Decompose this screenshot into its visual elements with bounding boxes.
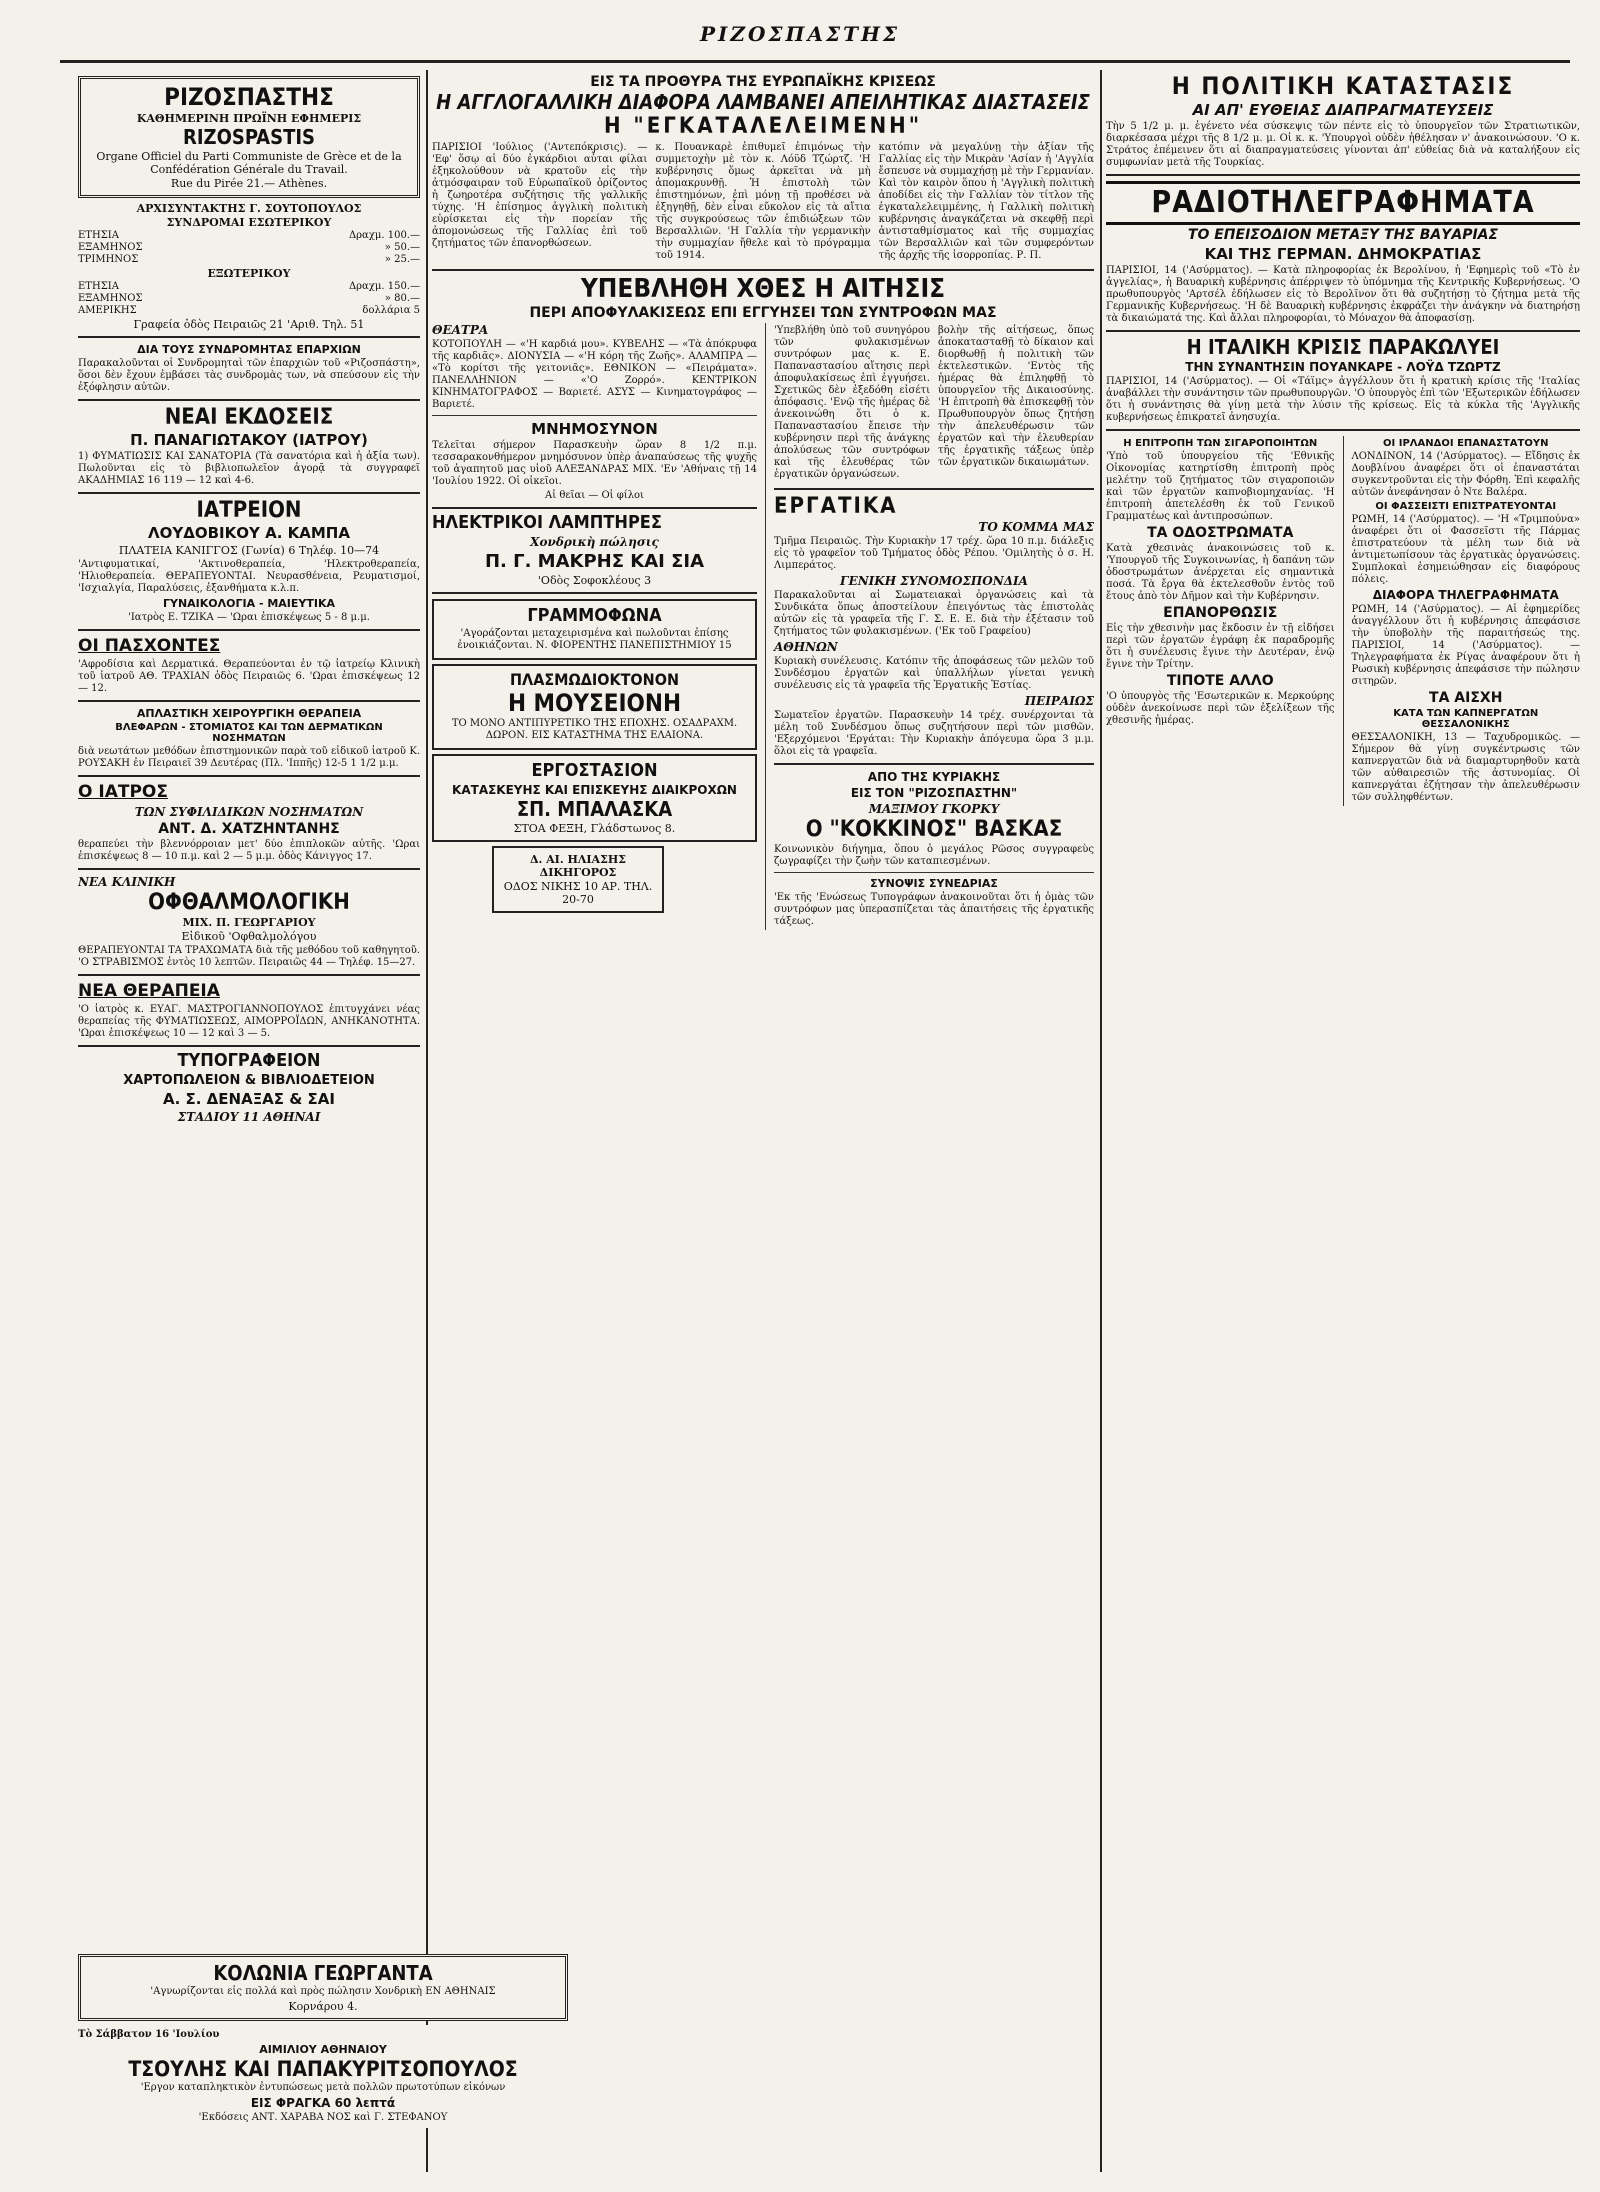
editor-line: ΑΡΧΙΣΥΝΤΑΚΤΗΣ Γ. ΣΟΥΤΟΠΟΥΛΟΣ <box>136 202 362 216</box>
lawyer-stamp <box>492 846 664 913</box>
corrections-text: Εἰς τὴν χθεσινὴν μας ἔκδοσιν ἐν τῇ εἰδήσει περὶ τῶν ἐργατῶν ἐγράφη ἐκ παραδρομῆς ὅτι ἡ συνέλευσις ἔγινε τὴν Δευτέραν, ἐνῷ ἔγινε τὴν Τρίτην. <box>1106 622 1335 670</box>
surgery-sub: ΒΛΕΦΑΡΩΝ - ΣΤΟΜΙΑΤΟΣ ΚΑΙ ΤΩΝ ΔΕΡΜΑΤΙΚΩΝ ΝΟΣΗΜΑΤΩΝ <box>115 722 383 745</box>
disgrace-text: ΘΕΣΣΑΛΟΝΙΚΗ, 13 — Ταχυδρομικῶς. — Σήμερον θὰ γίνῃ συγκέντρωσις τῶν καπνεργατῶν διὰ νὰ διαμαρτυρηθοῦν κατὰ τῶν αὐθαιρεσιῶν τῆς ἀστυνομίας. Οἱ καπνεργάται ἐζήτησαν τὴν ἀπελευθέρωσιν τῶν συλληφθέντων. <box>1351 731 1580 803</box>
sub-value: » 80.— <box>384 293 420 305</box>
petition-title: ΥΠΕΒΛΗΘΗ ΧΘΕΣ Η ΑΙΤΗΣΙΣ <box>580 274 946 305</box>
lawyer-name: Δ. ΑΙ. ΗΛΙΑΣΗΣ ΔΙΚΗΓΟΡΟΣ <box>529 853 627 880</box>
sub-label: ΕΞΑΜΗΝΟΣ <box>78 242 143 254</box>
piraeus-title: ΠΕΙΡΑΙΩΣ <box>1024 694 1094 709</box>
lamps-title: ΗΛΕΚΤΡΙΚΟΙ ΛΑΜΠΤΗΡΕΣ <box>432 512 662 534</box>
ophthalmology-text: ΘΕΡΑΠΕΥΟΝΤΑΙ ΤΑ ΤΡΑΧΩΜΑΤΑ διὰ τῆς μεθόδου τοῦ καθηγητοῦ. 'Ο ΣΤΡΑΒΙΣΜΟΣ ἐντὸς 10 λεπτῶν. Πειραιῶς 44 — Τηλέφ. 15—27. <box>78 945 420 969</box>
roads-title: ΤΑ ΟΔΟΣΤΡΩΜΑΤΑ <box>1147 524 1294 541</box>
memorial-text: Τελεῖται σήμερον Παρασκευὴν ὥραν 8 1/2 π.μ. τεσσαρακονθήμερον μνημόσυνον ὑπὲρ ἀναπαύσεως τῆς ψυχῆς τοῦ ἀγαπητοῦ μας υἱοῦ ΑΛΕΞΑΝΔΡΑΣ ΜΙΧ. 'Εν 'Αθήναις τῇ 14 'Ιουλίου 1922. Οἱ οἰκεῖοι. <box>432 440 757 488</box>
gynecology-text: 'Ιατρὸς Ε. ΤΖΙΚΑ — 'Ωραι ἐπισκέψεως 5 - 8 μ.μ. <box>128 612 370 624</box>
new-editions-text: 1) ΦΥΜΑΤΙΩΣΙΣ ΚΑΙ ΣΑΝΑΤΟΡΙΑ (Τὰ σανατόρια καὶ ἡ ἀξία των). Πωλοῦνται εἰς τὸ βιβλιοπωλεῖον ἀγορᾷ τὰ συγγραφεῖ ΑΚΑΔΗΜΙΑΣ 16 119 — 12 καὶ 4-6. <box>78 451 420 487</box>
pasxontes-title: ΟΙ ΠΑΣΧΟΝΤΕΣ <box>78 636 221 657</box>
bavaria-text: ΠΑΡΙΣΙΟΙ, 14 ('Ασύρματος). — Κατὰ πληροφορίας ἐκ Βερολίνου, ἡ 'Εφημερὶς τοῦ «Τὸ ἐν ἀγγελίας», ἡ Βαυαρικὴ κυβέρνησις ἀπέρριψεν τὸ ὑπόμνημα τῆς Κεντρικῆς Κυβερνήσεως. 'Ο πρωθυπουργὸς 'Αρτσέλ ἐδήλωσεν εἰς τὸ Βερολῖνον ὅτι θὰ συζητήσῃ τὸ ζήτημα μετὰ τῆς Γερμανικῆς Κυβερνήσεως. 'Η δὲ Βαυαρικὴ κυβέρνησις ἐκφράζει τὴν ἀνάγκην νὰ διατηρήσῃ τὰ δικαιώματά της. Καὶ ἄλλαι πληροφορίαι, τὸ Μόναχον θὰ ἀποφασίσῃ. <box>1106 264 1580 324</box>
subscription-row <box>78 242 420 254</box>
book-price: ΕΙΣ ΦΡΑΓΚΑ 60 λεπτά <box>250 2096 396 2111</box>
sub-value: Δραχμ. 100.— <box>348 230 420 242</box>
column-divider-1 <box>426 70 428 2172</box>
lead-story-col: κ. Πουανκαρὲ ἐπιθυμεῖ ἐπιμόνως τὴν συμμετοχὴν μὲ τὸν κ. Λόϋδ Τζώρτζ. 'Η κυβέρνησις ὅμως ἀρκεῖται νὰ μὴ ἀπομακρυνθῇ. Ἡ ἐπιστολὴ τῶν ἐπιστημόνων, ἐπὶ μόνῃ τῇ προθέσει νὰ ἐξηγηθῇ, δὲν εἶναι εὔκολον εἰς τὰ αἴτια τῆς συγκρούσεως τῶν ἐπιδιώξεων τῶν Βερσαλλιῶν. 'Η Γαλλία τὴν γερμανικὴν τὴν συμμαχίαν ἤθελε καὶ τὸ πρόγραμμα τοῦ 1914. <box>655 142 871 262</box>
roads-text: Κατὰ χθεσινὰς ἀνακοινώσεις τοῦ κ. 'Υπουργοῦ τῆς Συγκοινωνίας, ἡ δαπάνη τῶν ὁδοστρωμάτων ἀνέρχεται εἰς σημαντικὰ ποσά. Τὰ ἔργα θὰ ἐκτελεσθοῦν ἐντὸς τοῦ ἔτους ἀπὸ τὸν Δῆμον καὶ τὴν Κυβέρνησιν. <box>1106 542 1335 602</box>
nameplate-latin: RIZOSPASTIS <box>182 125 315 150</box>
italy-sub: ΤΗΝ ΣΥΝΑΝΤΗΣΙΝ ΠΟΥΑΝΚΑΡΕ - ΛΟΫΔ ΤΖΩΡΤΖ <box>1185 359 1501 374</box>
sunday-title: ΑΠΟ ΤΗΣ ΚΥΡΙΑΚΗΣ <box>867 770 1001 785</box>
iatreion-name: ΛΟΥΔΟΒΙΚΟΥ Α. ΚΑΜΠΑ <box>148 524 350 543</box>
committee-title: Η ΕΠΙΤΡΟΠΗ ΤΩΝ ΣΙΓΑΡΟΠΟΙΗΤΩΝ <box>1123 437 1318 449</box>
divider <box>78 700 420 702</box>
factory-address: ΣΤΟΑ ΦΕΞΗ, Γλάδστωνος 8. <box>513 822 676 836</box>
iatreion-title: ΙΑΤΡΕΙΟΝ <box>196 498 302 524</box>
petition-col: βολὴν τῆς αἰτήσεως, ὅπως ἀποκατασταθῇ τὸ δίκαιον καὶ διορθωθῇ ἡ πολιτικὴ τῶν ἐκτελεστικῶν. 'Εντὸς τῆς ἡμέρας θὰ ἐπιληφθῇ τὸ ὑπουργεῖον τῆς Δικαιοσύνης. 'Η ἐπιτροπὴ θὰ ἐπισκεφθῇ τὸν Πρωθυπουργὸν ὅπως ζητήσῃ τὴν ἀπελευθέρωσιν τῶν ἐργατῶν καὶ τὴν ἐλευθερίαν τῆς ἐργατικῆς τάξεως ὑπὲρ τῶν ἐργατικῶν δικαιωμάτων. <box>938 325 1094 469</box>
divider <box>78 492 420 494</box>
lamps-name: Π. Γ. ΜΑΚΡΗΣ ΚΑΙ ΣΙΑ <box>484 551 705 573</box>
subscriptions-table <box>78 230 420 266</box>
nameplate-box <box>78 76 420 198</box>
sub-label: ΕΤΗΣΙΑ <box>78 230 119 242</box>
divider <box>78 868 420 870</box>
lead-kicker: ΕΙΣ ΤΑ ΠΡΟΘΥΡΑ ΤΗΣ ΕΥΡΩΠΑΪΚΗΣ ΚΡΙΣΕΩΣ <box>590 74 936 90</box>
middle-lower <box>432 323 1094 929</box>
new-editions-sub: Π. ΠΑΝΑΓΙΩΤΑΚΟΥ (ΙΑΤΡΟΥ) <box>130 431 368 450</box>
ophthalmology-title: ΟΦΘΑΛΜΟΛΟΓΙΚΗ <box>148 890 350 916</box>
bottom-ads <box>78 1950 568 2128</box>
divider <box>432 415 757 416</box>
iatros-name: ΑΝΤ. Δ. ΧΑΤΖΗΝΤΑΝΗΣ <box>158 821 340 838</box>
nameplate-title: ΡΙΖΟΣΠΑΣΤΗΣ <box>164 83 334 111</box>
subscriptions-ext-table <box>78 281 420 317</box>
subscription-row <box>78 305 420 317</box>
middle-left-stack <box>432 323 757 929</box>
typography-name: Α. Σ. ΔΕΝΑΞΑΣ & ΣΑΙ <box>162 1090 335 1109</box>
notice-title: ΔΙΑ ΤΟΥΣ ΣΥΝΔΡΟΜΗΤΑΣ ΕΠΑΡΧΙΩΝ <box>137 343 361 357</box>
nothing-else-text: 'Ο ὑπουργὸς τῆς 'Εσωτερικῶν κ. Μερκούρης οὐδὲν ἀνεκοίνωσε περὶ τῶν ἐξελίξεων τῆς χθεσινῆς ἡμέρας. <box>1106 690 1335 726</box>
office-info: Γραφεία ὁδὸς Πειραιῶς 21 'Αριθ. Τηλ. 51 <box>133 318 365 332</box>
lead-subhead: Η "ΕΓΚΑΤΑΛΕΛΕΙΜΕΝΗ" <box>603 114 923 139</box>
therapy-text: 'Ο ἰατρὸς κ. ΕΥΑΓ. ΜΑΣΤΡΟΓΙΑΝΝΟΠΟΥΛΟΣ ἐπιτυγχάνει νέας θεραπείας τῆς ΦΥΜΑΤΙΩΣΕΩΣ, ΑΙΜΟΡΡΟΪΔΩΝ, ΑΝΗΚΑΝΟΤΗΤΑ. 'Ωραι ἐπισκέψεως 10 — 12 καὶ 3 — 5. <box>78 1004 420 1040</box>
iatros-title: Ο ΙΑΤΡΟΣ <box>78 782 168 803</box>
cologne-title: ΚΟΛΩΝΙΑ ΓΕΩΡΓΑΝΤΑ <box>213 1961 433 1985</box>
notice-text: Παρακαλοῦνται οἱ Συνδρομηταὶ τῶν ἐπαρχιῶν τοῦ «Ριζοσπάστη», ὅσοι δὲν ἔχουν ἐμβάσει τὰς συνδρομὰς των, νὰ σπεύσουν εἰς τὴν ἐξόφλησιν αὐτῶν. <box>78 358 420 394</box>
gramophone-ad <box>432 599 757 660</box>
politics-title: Η ΠΟΛΙΤΙΚΗ ΚΑΤΑΣΤΑΣΙΣ <box>1171 72 1515 100</box>
theatre-title: ΘΕΑΤΡΑ <box>432 323 489 338</box>
petition-body <box>774 323 1094 483</box>
sub-value: Δραχμ. 150.— <box>348 281 420 293</box>
subscriptions-title: ΣΥΝΔΡΟΜΑΙ ΕΣΩΤΕΡΙΚΟΥ <box>166 216 332 230</box>
book-date: Τὸ Σάββατον 16 'Ιουλίου <box>78 2029 220 2040</box>
gramophone-text: 'Αγοράζονται μεταχειρισμένα καὶ πωλοῦνται ἐπίσης ἐνοικιάζονται. Ν. ΦΙΟΡΕΝΤΗΣ ΠΑΝΕΠΙΣΤΗΜΙΟΥ 15 <box>457 628 732 652</box>
lead-headline: Η ΑΓΓΛΟΓΑΛΛΙΚΗ ΔΙΑΦΟΡΑ ΛΑΜΒΑΝΕΙ ΑΠΕΙΛΗΤΙΚΑΣ ΔΙΑΣΤΑΣΕΙΣ <box>436 90 1090 114</box>
telegrams-title: ΔΙΑΦΟΡΑ ΤΗΛΕΓΡΑΦΗΜΑΤΑ <box>1372 587 1559 602</box>
theatre-text: ΚΟΤΟΠΟΥΛΗ — «'Η καρδιά μου». ΚΥΒΕΛΗΣ — «Τὰ ἀπόκρυφα τῆς καρδιᾶς». ΔΙΟΝΥΣΙΑ — «'Η κόρη τῆς Ζωῆς». ΑΛΑΜΠΡΑ — «Τὸ κορίτσι τῆς γειτονιᾶς». ΕΘΝΙΚΟΝ — «Πειράματα». ΠΑΝΕΛΛΗΝΙΟΝ — «'Ο Ζορρό». ΚΕΝΤΡΙΚΟΝ ΚΙΝΗΜΑΤΟΓΡΑΦΟΣ — Βαριετέ. ΑΣΥΣ — Κινηματογράφος — Βαριετέ. <box>432 339 757 411</box>
cologne-text: 'Αγνωρίζονται εἰς πολλά καὶ πρὸς πώλησιν Χονδρικὴ ΕΝ ΑΘΗΝΑΙΣ <box>150 1986 496 1997</box>
therapy-title: ΝΕΑ ΘΕΡΑΠΕΙΑ <box>78 981 220 1002</box>
divider <box>774 763 1094 765</box>
gorky-label: ΜΑΞΙΜΟΥ ΓΚΟΡΚΥ <box>868 802 1000 817</box>
party-label: ΤΟ ΚΟΜΜΑ ΜΑΣ <box>978 520 1094 535</box>
pasxontes-text: 'Αφροδίσια καὶ Δερματικά. Θεραπεύονται ἐν τῷ ἰατρείῳ Κλινικὴ τοῦ ἰατροῦ ΑΘ. ΤΡΑΧΙΑΝ ὁδὸς Πειραιῶς 6. 'Ωραι ἐπισκέψεως 12 — 12. <box>78 659 420 695</box>
divider <box>78 629 420 631</box>
memorial-signers: Αἱ θεῖαι — Οἱ φίλοι <box>545 490 644 502</box>
nameplate-daily: ΚΑΘΗΜΕΡΙΝΗ ΠΡΩΪΝΗ ΕΦΗΜΕΡΙΣ <box>136 112 362 126</box>
session-text: 'Εκ τῆς 'Ενώσεως Τυπογράφων ἀνακοινοῦται ὅτι ἡ ὁμὰς τῶν συντρόφων μας ὑπερασπίζεται τὰς ἀπαιτήσεις τῆς ἐργατικῆς τάξεως. <box>774 891 1094 927</box>
divider <box>1106 429 1580 431</box>
factory-name: ΣΠ. ΜΠΑΛΑΣΚΑ <box>516 797 673 822</box>
committee-text: 'Υπὸ τοῦ ὑπουργείου τῆς 'Εθνικῆς Οἰκονομίας κατηρτίσθη ἐπιτροπὴ πρὸς μελέτην τοῦ ζητήματος τῶν σιγαροποιῶν καὶ τῶν ἐργατῶν καπνοβιομηχανίας. 'Η ἐπιτροπὴ ἀπετελέσθη ἐκ τοῦ Γενικοῦ Γραμματέως καὶ ἀντιπροσώπων. <box>1106 450 1335 522</box>
radio-title: ΡΑΔΙΟΤΗΛΕΓΡΑΦΗΜΑΤΑ <box>1106 181 1580 225</box>
confederation-text: Παρακαλοῦνται αἱ Σωματειακαὶ ὀργανώσεις καὶ τὰ Συνδικάτα ὅπως ἀποστείλουν ἐπειγόντως τὰς ἐπιστολὰς αὐτῶν εἰς τὰ γραφεῖα τῆς Γ. Σ. Ε. Ε. διὰ τὴν ἐξέτασιν τοῦ ζητήματος τῶν φυλακισμένων. ('Εκ τοῦ Γραφείου) <box>774 590 1094 638</box>
right-lower <box>1106 436 1580 806</box>
divider <box>432 592 757 594</box>
petition-sub: ΠΕΡΙ ΑΠΟΦΥΛΑΚΙΣΕΩΣ ΕΠΙ ΕΓΓΥΗΣΕΙ ΤΩΝ ΣΥΝΤΡΟΦΩΝ ΜΑΣ <box>529 305 997 322</box>
plasmodium-title: ΠΛΑΣΜΩΔΙΟΚΤΟΝΟΝ <box>510 670 679 690</box>
middle-right-stack <box>774 323 1094 929</box>
factory-sub: ΚΑΤΑΣΚΕΥΗΣ ΚΑΙ ΕΠΙΣΚΕΥΗΣ ΔΙΑΙΚΡΟΧΩΝ <box>452 783 737 798</box>
labor-title: ΕΡΓΑΤΙΚΑ <box>774 494 898 520</box>
gorky-title: Ο "ΚΟΚΚΙΝΟΣ" ΒΑΣΚΑΣ <box>805 817 1063 843</box>
athens-text: Κυριακὴ συνέλευσις. Κατόπιν τῆς ἀποφάσεως τῶν μελῶν τοῦ Συνδέσμου ἐργατῶν καὶ ὑπαλλήλων γίνεται γενικὴ συνέλευσις εἰς τὰ γραφεῖα τῆς Ἐργατικῆς Ἑστίας. <box>774 656 1094 692</box>
sub-value: » 25.— <box>384 254 420 266</box>
book-publisher: 'Εκδόσεις ΑΝΤ. ΧΑΡΑΒΑ ΝΟΣ καὶ Γ. ΣΤΕΦΑΝΟΥ <box>198 2112 448 2124</box>
divider <box>78 336 420 338</box>
corrections-title: ΕΠΑΝΟΡΘΩΣΙΣ <box>1163 604 1278 621</box>
lamps-sub: Χονδρικὴ πώλησις <box>530 535 659 550</box>
iatreion-address: ΠΛΑΤΕΙΑ ΚΑΝΙΓΓΟΣ (Γωνία) 6 Τηλέφ. 10—74 <box>118 544 380 558</box>
new-editions-title: ΝΕΑΙ ΕΚΔΟΣΕΙΣ <box>164 405 334 431</box>
labor-text: Τμῆμα Πειραιῶς. Τὴν Κυριακὴν 17 τρέχ. ὥρα 10 π.μ. διάλεξις εἰς τὸ γραφεῖον τοῦ Τμήματος ὁδὸς Ρέπου. 'Ομιλητὴς ὁ σ. Η. Λιμπεράτος. <box>774 536 1094 572</box>
confederation-title: ΓΕΝΙΚΗ ΣΥΝΟΜΟΣΠΟΝΔΙΑ <box>840 574 1028 589</box>
iatros-text: θεραπεύει τὴν βλεννόρροιαν μετ' δύο ἐπιπλοκῶν αὐτῆς. 'Ωραι ἐπισκέψεως 8 — 10 π.μ. καὶ 2 — 5 μ.μ. ὁδὸς Κάνιγγος 17. <box>78 839 420 863</box>
lawyer-address: ΟΔΟΣ ΝΙΚΗΣ 10 ΑΡ. ΤΗΛ. 20-70 <box>503 880 653 907</box>
fascists-text: ΡΩΜΗ, 14 ('Ασύρματος). — 'Η «Τριμπούνα» ἀναφέρει ὅτι οἱ Φασσεῖστι τῆς Πάρμας ἐπιστρατεύουν τὰ μέλη των διὰ νὰ ἀντιμετωπίσουν τὰς ἐργατικὰς ὀργανώσεις. Συμπλοκαὶ ἐσημειώθησαν εἰς διαφόρους πόλεις. <box>1351 513 1580 585</box>
right-lower-left <box>1106 436 1335 806</box>
lamps-address: 'Οδὸς Σοφοκλέους 3 <box>537 574 652 588</box>
middle-divider <box>765 323 766 929</box>
bavaria-title: ΤΟ ΕΠΕΙΣΟΔΙΟΝ ΜΕΤΑΞΥ ΤΗΣ ΒΑΥΑΡΙΑΣ <box>1187 226 1499 243</box>
nameplate-address: Rue du Pirée 21.— Athènes. <box>170 177 328 191</box>
book-desc: 'Εργον καταπληκτικὸν ἐντυπώσεως μετὰ πολλῶν πρωτοτύπων εἰκόνων <box>140 2082 506 2094</box>
middle-column <box>432 72 1094 2172</box>
gorky-text: Κοινωνικὸν διήγημα, ὅπου ὁ μεγάλος Ρῶσος συγγραφεὺς ζωγραφίζει τὴν ζωὴν τῶν καταπιεσμένων. <box>774 843 1094 867</box>
sunday-sub: ΕΙΣ ΤΟΝ "ΡΙΖΟΣΠΑΣΤΗΝ" <box>850 786 1018 801</box>
divider <box>1106 174 1580 176</box>
divider <box>774 488 1094 490</box>
gynecology-title: ΓΥΝΑΙΚΟΛΟΓΙΑ - ΜΑΙΕΥΤΙΚΑ <box>162 597 336 611</box>
ophthalmology-name: ΜΙΧ. Π. ΓΕΩΡΓΑΡΙΟΥ <box>182 916 316 930</box>
divider <box>1106 330 1580 332</box>
plasmodium-text: ΤΟ ΜΟΝΟ ΑΝΤΙΠΥΡΕΤΙΚΟ ΤΗΣ ΕΠΟΧΗΣ. ΟΣΑΔΡΑΧΜ. ΔΩΡΟΝ. ΕΙΣ ΚΑΤΑΣΤΗΜΑ ΤΗΣ ΕΛΑΙΟΝΑ. <box>451 718 738 742</box>
factory-ad <box>432 754 757 842</box>
left-column <box>78 72 420 2172</box>
surgery-text: διὰ νεωτάτων μεθόδων ἐπιστημονικῶν παρὰ τοῦ εἰδικοῦ ἰατροῦ Κ. ΡΟΥΣΑΚΗ ἐν Πειραιεῖ 39 Δευτέρας (Πλ. 'Ιππῆς) 12-5 1 1/2 μ.μ. <box>78 746 420 770</box>
sub-value: » 50.— <box>384 242 420 254</box>
lead-story <box>432 140 1094 264</box>
subscriptions-ext-title: ΕΞΩΤΕΡΙΚΟΥ <box>207 267 291 281</box>
sub-label: ΕΞΑΜΗΝΟΣ <box>78 293 143 305</box>
iatreion-text: 'Αντιφυματικαί, 'Ακτινοθεραπεία, 'Ηλεκτροθεραπεία, 'Ηλιοθεραπεία. ΘΕΡΑΠΕΥΟΝΤΑΙ. Νευρασθένεια, Ρευματισμοί, 'Ισχιαλγία, Παραλύσεις, ἐξανθήματα κ.λ.π. <box>78 559 420 595</box>
subscription-row <box>78 281 420 293</box>
divider <box>78 1045 420 1047</box>
divider <box>432 507 757 509</box>
sub-value: δολλάρια 5 <box>362 305 420 317</box>
politics-sub: ΑΙ ΑΠ' ΕΥΘΕΙΑΣ ΔΙΑΠΡΑΓΜΑΤΕΥΣΕΙΣ <box>1192 101 1494 120</box>
right-column <box>1106 72 1580 2172</box>
typography-address: ΣΤΑΔΙΟΥ 11 ΑΘΗΝΑΙ <box>177 1110 321 1125</box>
sub-label: ΤΡΙΜΗΝΟΣ <box>78 254 139 266</box>
subscription-row <box>78 230 420 242</box>
athens-title: ΑΘΗΝΩΝ <box>774 640 838 655</box>
session-title: ΣΥΝΟΨΙΣ ΣΥΝΕΔΡΙΑΣ <box>870 876 998 890</box>
iatros-sub: ΤΩΝ ΣΥΦΙΛΙΔΙΚΩΝ ΝΟΣΗΜΑΤΩΝ <box>134 805 364 820</box>
ophthalmology-sub: Εἰδικοῦ 'Οφθαλμολόγου <box>181 930 317 944</box>
subscription-row <box>78 293 420 305</box>
right-lower-right <box>1352 436 1581 806</box>
cologne-ad <box>78 1954 568 2021</box>
masthead-bar <box>0 0 1600 62</box>
lead-story-col: ΠΑΡΙΣΙΟΙ 'Ιούλιος ('Αντεπόκρισις). — 'Εφ' ὅσῳ αἱ δύο ἐγκάρδιοι αὗται φίλαι ἐξηκολούθουν νὰ κρατοῦν εἰς τὴν ἀτμόσφαιραν τοῦ Εὐρωπαϊκοῦ ὁρίζοντος ἡ ζωηροτέρα συζήτησις τῆς γαλλικῆς τύχης. 'Η ἐπίσημος ἀγγλικὴ πολιτικὴ εὑρίσκεται εἰς τὴν πορείαν τῆς ἀπομονώσεως τῆς Γαλλίας ἐπὶ τοῦ ζητήματος τῶν ἐπανορθώσεων. <box>432 142 648 250</box>
divider <box>774 872 1094 873</box>
sub-label: ΑΜΕΡΙΚΗΣ <box>78 305 137 317</box>
irish-text: ΛΟΝΔΙΝΟΝ, 14 ('Ασύρματος). — Εἴδησις ἐκ Δουβλίνου ἀναφέρει ὅτι οἱ ἐπαναστάται συγκεντροῦνται εἰς τὴν Φόρθη. Ἐπὶ κεφαλῆς αὐτῶν ἀνεφάνησαν ὁ Ντε Βαλέρα. <box>1351 450 1580 498</box>
disgrace-title: ΤΑ ΑΙΣΧΗ <box>1429 689 1503 706</box>
sub-label: ΕΤΗΣΙΑ <box>78 281 119 293</box>
right-lower-divider <box>1343 436 1344 806</box>
column-divider-2 <box>1100 70 1102 2172</box>
cologne-address: Κορνάρου 4. <box>288 2000 358 2013</box>
masthead-rule <box>60 60 1570 63</box>
fascists-title: ΟΙ ΦΑΣΣΕΙΣΤΙ ΕΠΙΣΤΡΑΤΕΥΟΝΤΑΙ <box>1375 500 1557 512</box>
divider <box>432 269 1094 271</box>
divider <box>78 974 420 976</box>
typography-sub: ΧΑΡΤΟΠΩΛΕΙΟΝ & ΒΙΒΛΙΟΔΕΤΕΙΟΝ <box>123 1073 375 1089</box>
nameplate-organe: Organe Officiel du Parti Communiste de Grèce et de la Confédération Générale du Travail. <box>96 150 402 177</box>
subscription-row <box>78 254 420 266</box>
divider <box>78 775 420 777</box>
factory-title: ΕΡΓΟΣΤΑΣΙΟΝ <box>531 760 658 782</box>
book-author: ΑΙΜΙΛΙΟΥ ΑΘΗΝΑΙΟΥ <box>259 2043 387 2056</box>
disgrace-sub: ΚΑΤΑ ΤΩΝ ΚΑΠΝΕΡΓΑΤΩΝ ΘΕΣΣΑΛΟΝΙΚΗΣ <box>1393 707 1539 730</box>
book-ad <box>78 2025 568 2128</box>
new-clinic-label: ΝΕΑ ΚΛΙΝΙΚΗ <box>78 875 176 890</box>
divider <box>78 399 420 401</box>
memorial-title: ΜΝΗΜΟΣΥΝΟΝ <box>531 420 658 439</box>
piraeus-text: Σωματεῖον ἐργατῶν. Παρασκευὴν 14 τρέχ. συνέρχονται τὰ μέλη τοῦ Συνδέσμου ὅπως συζητήσουν περὶ τῶν μισθῶν. 'Εξερχόμενοι 'Εργάται: Τὴν Κυριακὴν ἀπόγευμα ὥρα 3 μ.μ. ὅλοι εἰς τὰ γραφεῖα. <box>774 710 1094 758</box>
book-title: ΤΣΟΥΛΗΣ ΚΑΙ ΠΑΠΑΚΥΡΙΤΣΟΠΟΥΛΟΣ <box>128 2057 518 2081</box>
telegrams-text: ΡΩΜΗ, 14 ('Ασύρματος). — Αἱ ἐφημερίδες ἀναγγέλλουν ὅτι ἡ κυβέρνησις ἀπεφάσισε τὴν ὑποβολὴν τῆς παραιτήσεώς της. ΠΑΡΙΣΙΟΙ, 14 ('Ασύρματος). — Τηλεγραφήματα ἐκ Ρίγας ἀναφέρουν ὅτι ἡ Ρωσικὴ κυβέρνησις ἀπεφάσισε τὴν πώλησιν σιτηρῶν. <box>1351 603 1580 687</box>
typography-title: ΤΥΠΟΓΡΑΦΕΙΟΝ <box>177 1050 321 1072</box>
irish-title: ΟΙ ΙΡΛΑΝΔΟΙ ΕΠΑΝΑΣΤΑΤΟΥΝ <box>1383 437 1549 449</box>
masthead-title: ΡΙΖΟΣΠΑΣΤΗΣ <box>699 22 901 46</box>
nothing-else-title: ΤΙΠΟΤΕ ΑΛΛΟ <box>1166 672 1274 689</box>
gramophone-title: ΓΡΑΜΜΟΦΩΝΑ <box>527 605 662 627</box>
petition-col: 'Υπεβλήθη ὑπὸ τοῦ συνηγόρου τῶν φυλακισμένων συντρόφων μας κ. Ε. Παπαναστασίου αἴτησις περὶ ἀποφυλακίσεως ἐπὶ ἐγγυήσει. Σχετικῶς δὲν ἐξεδόθη εἰσέτι ἀπόφασις. 'Ενῷ τῆς ἡμέρας δὲ ἀνεκοινώθη ὅτι ὁ κ. Παπαναστασίου ἔπεισε τὴν κυβέρνησιν περὶ τῆς ἀνάγκης ἀπολύσεως τῶν συντρόφων καὶ τῆς ἐλευθέρας τῶν ἐργατικῶν ὀργανώσεων. <box>774 325 930 481</box>
plasmodium-ad <box>432 664 757 750</box>
plasmodium-sub: Η ΜΟΥΣΕΙΟΝΗ <box>507 688 682 717</box>
bavaria-sub: ΚΑΙ ΤΗΣ ΓΕΡΜΑΝ. ΔΗΜΟΚΡΑΤΙΑΣ <box>1204 244 1482 263</box>
lead-story-col: κατόπιν νὰ μεγαλύνῃ τὴν ἀξίαν τῆς Γαλλίας εἰς τὴν Μικρὰν 'Ασίαν ἡ 'Αγγλία ἔσπευσε νὰ συμμαχήσῃ μὲ τὴν Γερμανίαν. Καὶ τὸν καιρὸν ὅπου ἡ 'Αγγλικὴ πολιτικὴ ἀποδίδει εἰς τὴν Γαλλίαν τὸν τίτλον τῆς ἐγκαταλελειμμένης, ἡ Γαλλικὴ πολιτικὴ κυβέρνησις ἀναγκάζεται νὰ σκεφθῇ περὶ ἀντισταθμίσματος καὶ τῆς συμμαχίας τῶν Βερσαλλιῶν καὶ τῶν συμφερόντων τῆς ἀρχῆς τῆς ἰσορροπίας. Ρ. Π. <box>878 142 1094 262</box>
italy-title: Η ΙΤΑΛΙΚΗ ΚΡΙΣΙΣ ΠΑΡΑΚΩΛΥΕΙ <box>1186 334 1500 359</box>
politics-text: Τὴν 5 1/2 μ. μ. ἐγένετο νέα σύσκεψις τῶν πέντε εἰς τὸ ὑπουργεῖον τῶν Στρατιωτικῶν, διαρκέσασα μέχρι τῆς 8 1/2 μ. μ. Οἱ κ. κ. 'Υπουργοὶ οὐδὲν ἠθέλησαν ν' ἀνακοινώσουν. 'Ο κ. Στράτος ἐπέμεινεν ὅτι αἱ διαπραγματεύσεις γίνονται ἀπ' εὐθείας διὰ νὰ καταλήξουν εἰς συμφωνίαν μετὰ τῆς Τουρκίας. <box>1106 121 1580 169</box>
surgery-title: ΑΠΛΑΣΤΙΚΗ ΧΕΙΡΟΥΡΓΙΚΗ ΘΕΡΑΠΕΙΑ <box>136 707 362 721</box>
italy-text: ΠΑΡΙΣΙΟΙ, 14 ('Ασύρματος). — Οἱ «Τάϊμς» ἀγγέλλουν ὅτι ἡ κρατικὴ κρίσις τῆς 'Ιταλίας ἀναβάλλει τὴν συνάντησιν τῶν πρωθυπουργῶν. 'Ο ὑπουργὸς ἐπὶ τῶν 'Εξωτερικῶν ἐδήλωσεν ὅτι ἡ συνάντησις θὰ γίνῃ μετὰ τὴν λύσιν τῆς κρίσεως. Εἰς τὰ κύκλα τῆς 'Αγγλικῆς κυβερνήσεως ἐπικρατεῖ ἀνησυχία. <box>1106 375 1580 423</box>
